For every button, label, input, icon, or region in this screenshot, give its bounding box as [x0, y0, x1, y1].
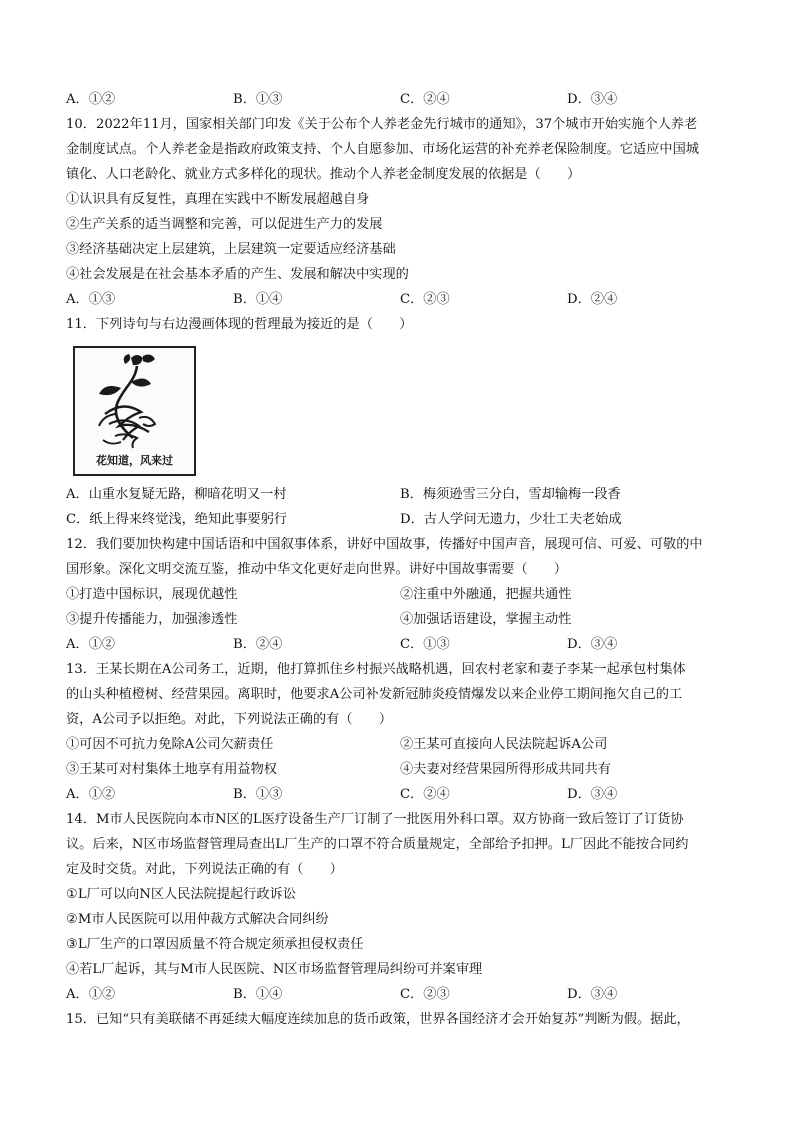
- q14-option-d[interactable]: D．③④: [567, 987, 618, 1002]
- q10-option-d[interactable]: D．②④: [567, 292, 618, 307]
- q13-option-b[interactable]: B．①③: [233, 787, 283, 802]
- q14-stem-line-2: 议。后来，N区市场监督管理局查出L厂生产的口罩不符合质量规定，全部给予扣押。L厂因此不能按合同约: [66, 837, 689, 852]
- q13-item-1: ①可因不可抗力免除A公司欠薪责任: [66, 737, 274, 752]
- q12-stem-line-2: 国形象。深化文明交流互鉴，推动中华文化更好走向世界。讲好中国故事需要（ ）: [66, 562, 568, 577]
- q13-item-3: ③王某可对村集体土地享有用益物权: [66, 762, 277, 777]
- q10-option-b[interactable]: B．①④: [233, 292, 283, 307]
- q13-items-row-2: [66, 761, 746, 779]
- q12-options: [66, 636, 746, 654]
- q10-option-c[interactable]: C．②③: [400, 292, 450, 307]
- q10-option-a[interactable]: A．①③: [66, 292, 116, 307]
- q13-option-a[interactable]: A．①②: [66, 787, 116, 802]
- q9-options: [66, 91, 746, 109]
- q12-item-2: ②注重中外融通，把握共通性: [400, 587, 572, 602]
- cartoon-caption: 花知道，风来过: [96, 454, 173, 467]
- q12-option-a[interactable]: A．①②: [66, 637, 116, 652]
- q12-option-b[interactable]: B．②④: [233, 637, 283, 652]
- q14-stem-line-1: 14．M市人民医院向本市N区的L医疗设备生产厂订制了一批医用外科口罩。双方协商一致后签订了订货协: [66, 812, 684, 827]
- q11-stem: 11．下列诗句与右边漫画体现的哲理最为接近的是（ ）: [66, 317, 413, 332]
- q11-option-d[interactable]: D．古人学问无遗力，少壮工夫老始成: [400, 512, 622, 527]
- q12-items-row-1: [66, 586, 746, 604]
- q14-option-a[interactable]: A．①②: [66, 987, 116, 1002]
- q10-item-4: ④社会发展是在社会基本矛盾的产生、发展和解决中实现的: [66, 267, 409, 282]
- q12-item-4: ④加强话语建设，掌握主动性: [400, 612, 572, 627]
- q9-option-a[interactable]: A．①②: [66, 92, 116, 107]
- q13-options: [66, 786, 746, 804]
- q12-option-c[interactable]: C．①③: [400, 637, 450, 652]
- q9-option-c[interactable]: C．②④: [400, 92, 450, 107]
- q11-options-row-1: [66, 486, 746, 504]
- q14-options: [66, 986, 746, 1004]
- q12-option-d[interactable]: D．③④: [567, 637, 618, 652]
- flower-wind-illustration: [75, 348, 194, 456]
- q13-stem-line-1: 13．王某长期在A公司务工，近期，他打算抓住乡村振兴战略机遇，回农村老家和妻子李某一起承包村集体: [66, 662, 686, 677]
- q9-option-d[interactable]: D．③④: [567, 92, 618, 107]
- q11-option-b[interactable]: B．梅须逊雪三分白，雪却输梅一段香: [400, 487, 621, 502]
- q14-item-3: ③L厂生产的口罩因质量不符合规定须承担侵权责任: [66, 937, 364, 952]
- q15-stem: 15．已知“只有美联储不再延续大幅度连续加息的货币政策，世界各国经济才会开始复苏”判断为假。据此，: [66, 1012, 690, 1027]
- q12-item-1: ①打造中国标识，展现优越性: [66, 587, 238, 602]
- q14-stem-line-3: 定及时交货。对此，下列说法正确的有（ ）: [66, 862, 343, 877]
- q13-item-2: ②王某可直接向人民法院起诉A公司: [400, 737, 608, 752]
- q9-option-b[interactable]: B．①③: [233, 92, 283, 107]
- q11-options-row-2: [66, 511, 746, 529]
- q12-stem-line-1: 12．我们要加快构建中国话语和中国叙事体系，讲好中国故事，传播好中国声音，展现可信、可爱、可敬的中: [66, 537, 703, 552]
- q11-option-c[interactable]: C．纸上得来终觉浅，绝知此事要躬行: [66, 512, 288, 527]
- q10-options: [66, 291, 746, 309]
- q10-stem-line-2: 金制度试点。个人养老金是指政府政策支持、个人自愿参加、市场化运营的补充养老保险制度。它适应中国城: [66, 142, 699, 157]
- q14-option-c[interactable]: C．②③: [400, 987, 450, 1002]
- q10-item-3: ③经济基础决定上层建筑，上层建筑一定要适应经济基础: [66, 242, 396, 257]
- q13-stem-line-2: 的山头种植橙树、经营果园。离职时，他要求A公司补发新冠肺炎疫情爆发以来企业停工期间拖欠自己的工: [66, 687, 683, 702]
- q14-item-4: ④若L厂起诉，其与M市人民医院、N区市场监督管理局纠纷可并案审理: [66, 962, 483, 977]
- q10-stem-line-1: 10．2022年11月，国家相关部门印发《关于公布个人养老金先行城市的通知》，37个城市开始实施个人养老: [66, 117, 698, 132]
- q10-item-1: ①认识具有反复性，真理在实践中不断发展超越自身: [66, 192, 370, 207]
- q13-items-row-1: [66, 736, 746, 754]
- q12-items-row-2: [66, 611, 746, 629]
- q14-item-2: ②M市人民医院可以用仲裁方式解决合同纠纷: [66, 912, 329, 927]
- q11-option-a[interactable]: A．山重水复疑无路，柳暗花明又一村: [66, 487, 287, 502]
- q10-stem-line-3: 镇化、人口老龄化、就业方式多样化的现状。推动个人养老金制度发展的依据是（ ）: [66, 167, 581, 182]
- q13-option-d[interactable]: D．③④: [567, 787, 618, 802]
- q14-item-1: ①L厂可以向N区人民法院提起行政诉讼: [66, 887, 296, 902]
- q12-item-3: ③提升传播能力，加强渗透性: [66, 612, 238, 627]
- q13-item-4: ④夫妻对经营果园所得形成共同共有: [400, 762, 611, 777]
- q13-option-c[interactable]: C．②④: [400, 787, 450, 802]
- q10-item-2: ②生产关系的适当调整和完善，可以促进生产力的发展: [66, 217, 383, 232]
- q11-cartoon: [73, 346, 196, 476]
- q13-stem-line-3: 资，A公司予以拒绝。对此，下列说法正确的有（ ）: [66, 712, 393, 727]
- q14-option-b[interactable]: B．①④: [233, 987, 283, 1002]
